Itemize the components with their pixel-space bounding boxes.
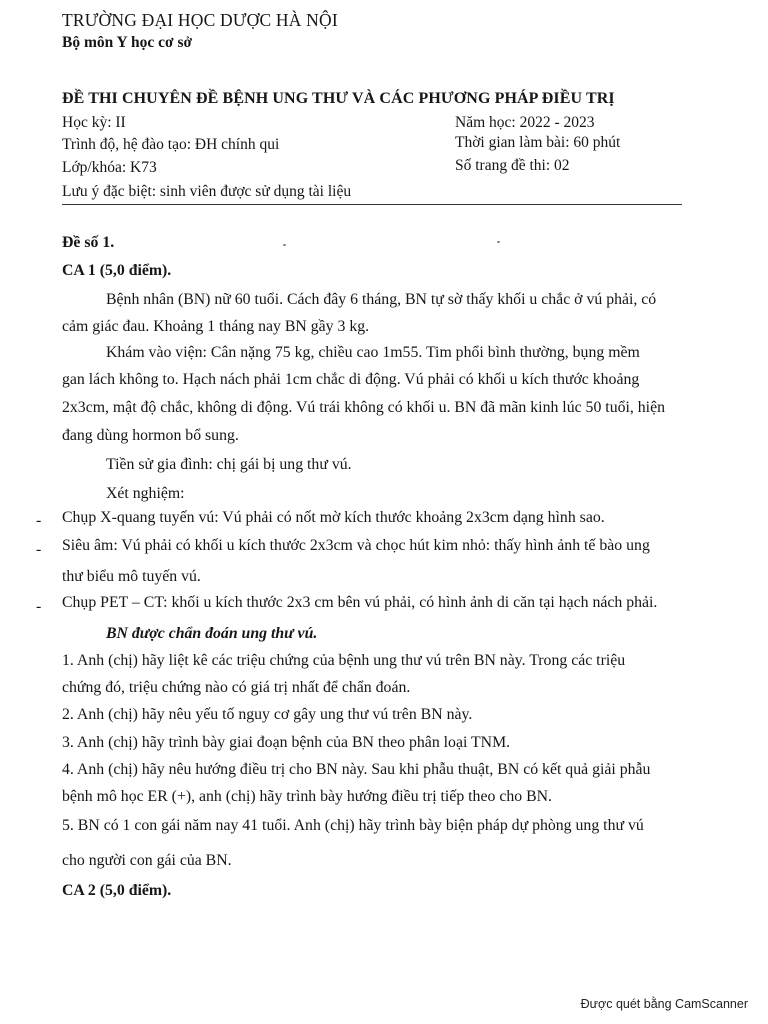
diagnosis: BN được chẩn đoán ung thư vú. xyxy=(106,625,318,642)
question-2: 2. Anh (chị) hãy nêu yếu tố nguy cơ gây ung thư vú trên BN này. xyxy=(62,706,473,723)
question-3: 3. Anh (chị) hãy trình bày giai đoạn bệnh của BN theo phân loại TNM. xyxy=(62,734,511,751)
question-4: 4. Anh (chị) hãy nêu hướng điều trị cho BN này. Sau khi phẫu thuật, BN có kết quả giải phẫu xyxy=(62,761,651,778)
case-2-title: CA 2 (5,0 điểm). xyxy=(62,882,172,899)
list-dash: - xyxy=(36,541,42,558)
list-dash: - xyxy=(36,598,42,615)
question-1-cont: chứng đó, triệu chứng nào có giá trị nhất để chẩn đoán. xyxy=(62,679,411,696)
question-4-cont: bệnh mô học ER (+), anh (chị) hãy trình bày hướng điều trị tiếp theo cho BN. xyxy=(62,788,552,805)
case-text: đang dùng hormon bổ sung. xyxy=(62,427,239,444)
scan-speck xyxy=(497,241,500,243)
exam-duration: Thời gian làm bài: 60 phút xyxy=(455,134,621,151)
question-1: 1. Anh (chị) hãy liệt kê các triệu chứng của bệnh ung thư vú trên BN này. Trong các triệu xyxy=(62,652,626,669)
semester: Học kỳ: II xyxy=(62,114,126,131)
case-text: cảm giác đau. Khoảng 1 tháng nay BN gầy 3 kg. xyxy=(62,318,370,335)
question-5: 5. BN có 1 con gái năm nay 41 tuổi. Anh (chị) hãy trình bày biện pháp dự phòng ung thư vú xyxy=(62,817,644,834)
question-5-cont: cho người con gái của BN. xyxy=(62,852,232,869)
scan-speck xyxy=(283,244,286,246)
case-text: gan lách không to. Hạch nách phải 1cm chắc di động. Vú phải có khối u kích thước khoảng xyxy=(62,371,640,388)
department-name: Bộ môn Y học cơ sở xyxy=(62,34,193,51)
special-note: Lưu ý đặc biệt: sinh viên được sử dụng tài liệu xyxy=(62,183,352,200)
test-ultrasound-cont: thư biểu mô tuyến vú. xyxy=(62,568,201,585)
test-pet-ct: Chụp PET – CT: khối u kích thước 2x3 cm bên vú phải, có hình ảnh di căn tại hạch nách phải. xyxy=(62,594,658,611)
case-text: 2x3cm, mật độ chắc, không di động. Vú trái không có khối u. BN đã mãn kinh lúc 50 tuổi, hiện xyxy=(62,399,665,416)
training-program: Trình độ, hệ đào tạo: ĐH chính qui xyxy=(62,136,280,153)
page-count: Số trang đề thi: 02 xyxy=(455,157,570,174)
test-ultrasound: Siêu âm: Vú phải có khối u kích thước 2x3cm và chọc hút kim nhỏ: thấy hình ảnh tế bào ung xyxy=(62,537,650,554)
case-1-title: CA 1 (5,0 điểm). xyxy=(62,262,172,279)
case-text: Bệnh nhân (BN) nữ 60 tuổi. Cách đây 6 tháng, BN tự sờ thấy khối u chắc ở vú phải, có xyxy=(106,291,657,308)
header-divider xyxy=(62,204,682,205)
list-dash: - xyxy=(36,512,42,529)
tests-heading: Xét nghiệm: xyxy=(106,485,185,502)
school-name: TRƯỜNG ĐẠI HỌC DƯỢC HÀ NỘI xyxy=(62,10,338,30)
scanner-watermark: Được quét bằng CamScanner xyxy=(580,997,748,1011)
school-year: Năm học: 2022 - 2023 xyxy=(455,114,595,131)
exam-title: ĐỀ THI CHUYÊN ĐỀ BỆNH UNG THƯ VÀ CÁC PHƯƠNG PHÁP ĐIỀU TRỊ xyxy=(62,90,615,107)
case-text: Khám vào viện: Cân nặng 75 kg, chiều cao 1m55. Tim phổi bình thường, bụng mềm xyxy=(106,344,640,361)
class-cohort: Lớp/khóa: K73 xyxy=(62,159,157,176)
exam-number: Đề số 1. xyxy=(62,234,115,251)
family-history: Tiền sử gia đình: chị gái bị ung thư vú. xyxy=(106,456,352,473)
test-mammography: Chụp X-quang tuyến vú: Vú phải có nốt mờ kích thước khoảng 2x3cm dạng hình sao. xyxy=(62,509,605,526)
